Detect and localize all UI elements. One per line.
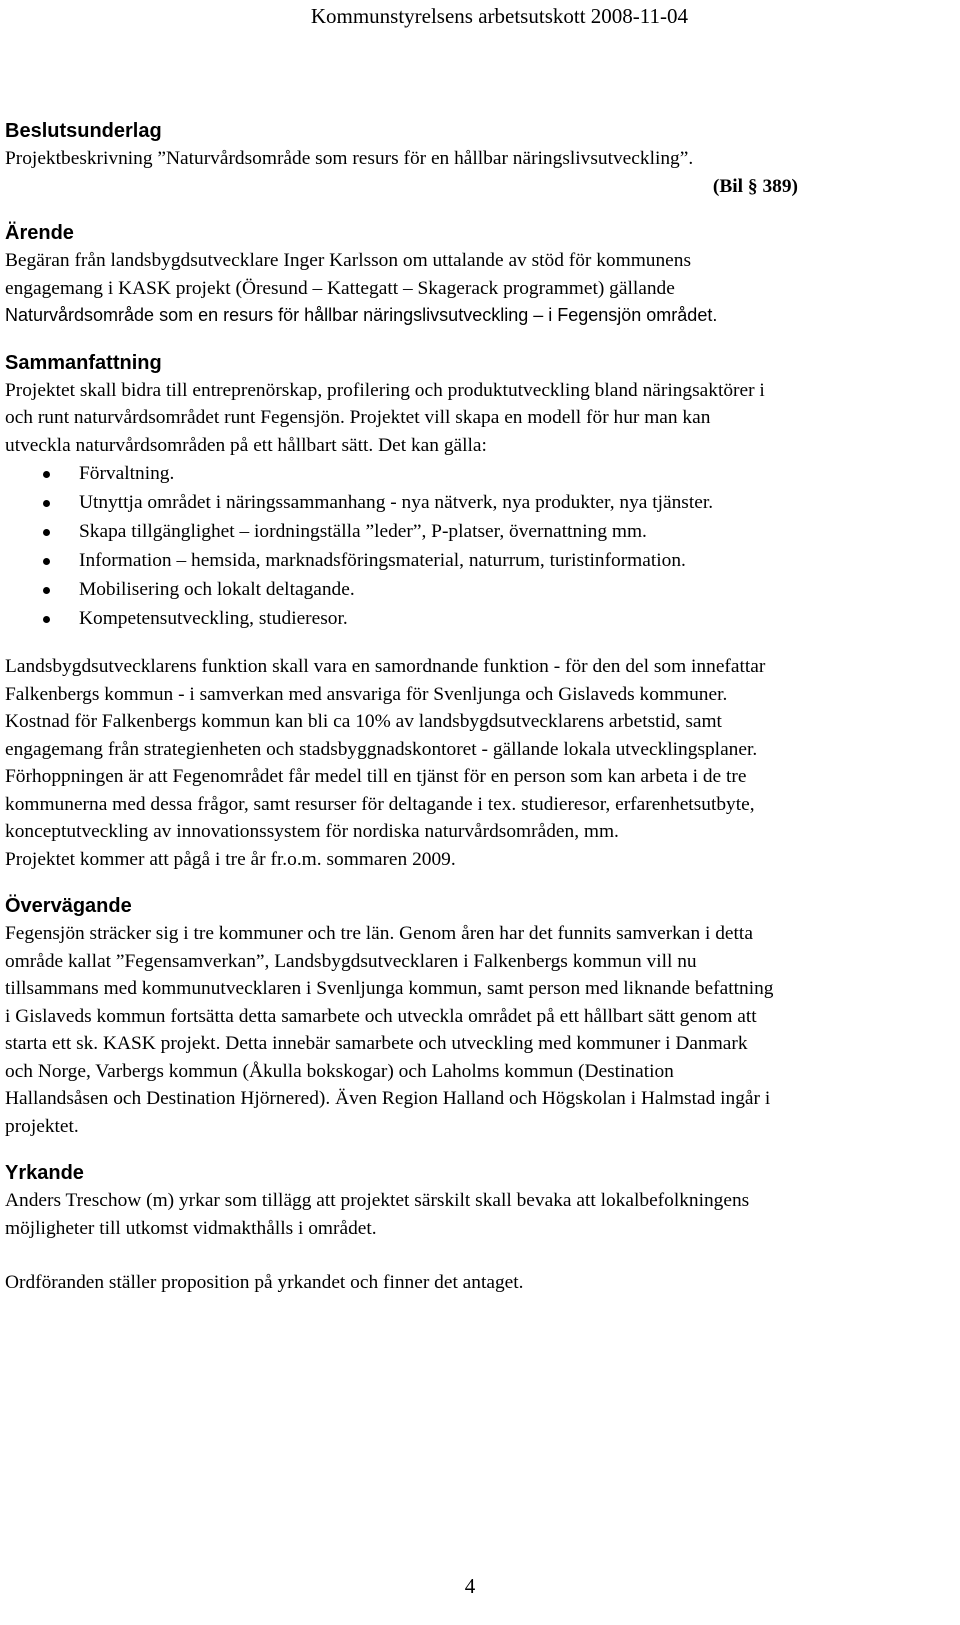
list-item: Information – hemsida, marknadsföringsmaterial, naturrum, turistinformation. bbox=[5, 546, 940, 575]
yrkande-line: möjligheter till utkomst vidmakthålls i området. bbox=[5, 1217, 377, 1239]
bullet-icon bbox=[43, 587, 50, 594]
overvagande-line: projektet. bbox=[5, 1115, 79, 1137]
heading-sammanfattning: Sammanfattning bbox=[5, 351, 162, 374]
heading-arende: Ärende bbox=[5, 222, 74, 244]
arende-line: engagemang i KASK projekt (Öresund – Kattegatt – Skagerack programmet) gällande bbox=[5, 277, 675, 299]
section-yrkande bbox=[5, 1160, 940, 1297]
sammanfattning-body-line: Projektet kommer att pågå i tre år fr.o.m. sommaren 2009. bbox=[5, 848, 456, 870]
page-header: Kommunstyrelsens arbetsutskott 2008-11-04 bbox=[310, 4, 688, 28]
sammanfattning-body-line: Falkenbergs kommun - i samverkan med ansvariga för Svenljunga och Gislaveds kommuner. bbox=[5, 683, 728, 705]
yrkande-closing: Ordföranden ställer proposition på yrkandet och finner det antaget. bbox=[5, 1272, 524, 1293]
overvagande-line: Fegensjön sträcker sig i tre kommuner och tre län. Genom åren har det funnits samverkan i detta bbox=[5, 923, 753, 944]
overvagande-line: tillsammans med kommunutvecklaren i Svenljunga kommun, samt person med liknande befattning bbox=[5, 978, 774, 999]
bullet-icon bbox=[43, 471, 50, 478]
bullet-icon bbox=[43, 558, 50, 565]
page-number: 4 bbox=[464, 1574, 476, 1598]
sammanfattning-body-line: kommunerna med dessa frågor, samt resurser för deltagande i tex. studieresor, erfarenhetsutbyte, bbox=[5, 793, 755, 815]
attachment-reference: (Bil § 389) bbox=[712, 175, 798, 197]
yrkande-line: Anders Treschow (m) yrkar som tillägg att projektet särskilt skall bevaka att lokalbefolkningens bbox=[5, 1190, 750, 1211]
list-item: Skapa tillgänglighet – iordningställa ”leder”, P-platser, övernattning mm. bbox=[5, 517, 940, 546]
sammanfattning-body-line: konceptutveckling av innovationssystem för nordiska naturvårdsområden, mm. bbox=[5, 821, 619, 842]
sammanfattning-intro-line: utveckla naturvårdsområden på ett hållbart sätt. Det kan gälla: bbox=[5, 434, 487, 456]
sammanfattning-intro-line: Projektet skall bidra till entreprenörskap, profilering och produktutveckling bland näringsaktörer i bbox=[5, 379, 765, 401]
sammanfattning-body-line: engagemang från strategienheten och stadsbyggnadskontoret - gällande lokala utvecklingsplaner. bbox=[5, 738, 758, 760]
section-sammanfattning bbox=[5, 350, 940, 874]
list-item: Utnyttja området i näringssammanhang - nya nätverk, nya produkter, nya tjänster. bbox=[5, 488, 940, 517]
bullet-icon bbox=[43, 500, 50, 507]
sammanfattning-intro-line: och runt naturvårdsområdet runt Fegensjön. Projektet vill skapa en modell för hur man kan bbox=[5, 407, 711, 428]
list-item: Mobilisering och lokalt deltagande. bbox=[5, 575, 940, 604]
heading-yrkande: Yrkande bbox=[5, 1162, 84, 1184]
sammanfattning-body-line: Kostnad för Falkenbergs kommun kan bli ca 10% av landsbygdsutvecklarens arbetstid, samt bbox=[5, 711, 722, 732]
overvagande-line: och Norge, Varbergs kommun (Åkulla bokskogar) och Laholms kommun (Destination bbox=[5, 1060, 674, 1082]
bullet-icon bbox=[43, 529, 50, 536]
section-arende bbox=[5, 220, 940, 330]
heading-beslutsunderlag: Beslutsunderlag bbox=[5, 120, 162, 142]
list-item: Förvaltning. bbox=[5, 459, 940, 488]
sammanfattning-body-line: Landsbygdsutvecklarens funktion skall vara en samordnande funktion - för den del som innefattar bbox=[5, 656, 766, 677]
heading-overvagande: Övervägande bbox=[5, 895, 132, 917]
arende-line: Naturvårdsområde som en resurs för hållbar näringslivsutveckling – i Fegensjön området. bbox=[5, 305, 718, 325]
overvagande-line: i Gislaveds kommun fortsätta detta samarbete och utveckla området på ett hållbart sätt genom att bbox=[5, 1005, 757, 1027]
overvagande-line: Hallandsåsen och Destination Hjörnered). Även Region Halland och Högskolan i Halmstad ingår i bbox=[5, 1088, 771, 1109]
list-item: Kompetensutveckling, studieresor. bbox=[5, 604, 940, 633]
overvagande-line: starta ett sk. KASK projekt. Detta innebär samarbete och utveckling med kommuner i Danmark bbox=[5, 1033, 748, 1054]
beslutsunderlag-text: Projektbeskrivning ”Naturvårdsområde som resurs för en hållbar näringslivsutveckling”. bbox=[5, 148, 694, 169]
sammanfattning-bullet-list bbox=[5, 459, 940, 633]
overvagande-line: område kallat ”Fegensamverkan”, Landsbygdsutvecklaren i Falkenbergs kommun vill nu bbox=[5, 950, 697, 972]
sammanfattning-body-line: Förhoppningen är att Fegenområdet får medel till en tjänst för en person som kan arbeta i de tre bbox=[5, 766, 747, 787]
document-body bbox=[5, 118, 940, 1297]
section-overvagande bbox=[5, 893, 940, 1140]
section-beslutsunderlag bbox=[5, 118, 940, 200]
bullet-icon bbox=[43, 616, 50, 623]
arende-line: Begäran från landsbygdsutvecklare Inger Karlsson om uttalande av stöd för kommunens bbox=[5, 250, 692, 271]
